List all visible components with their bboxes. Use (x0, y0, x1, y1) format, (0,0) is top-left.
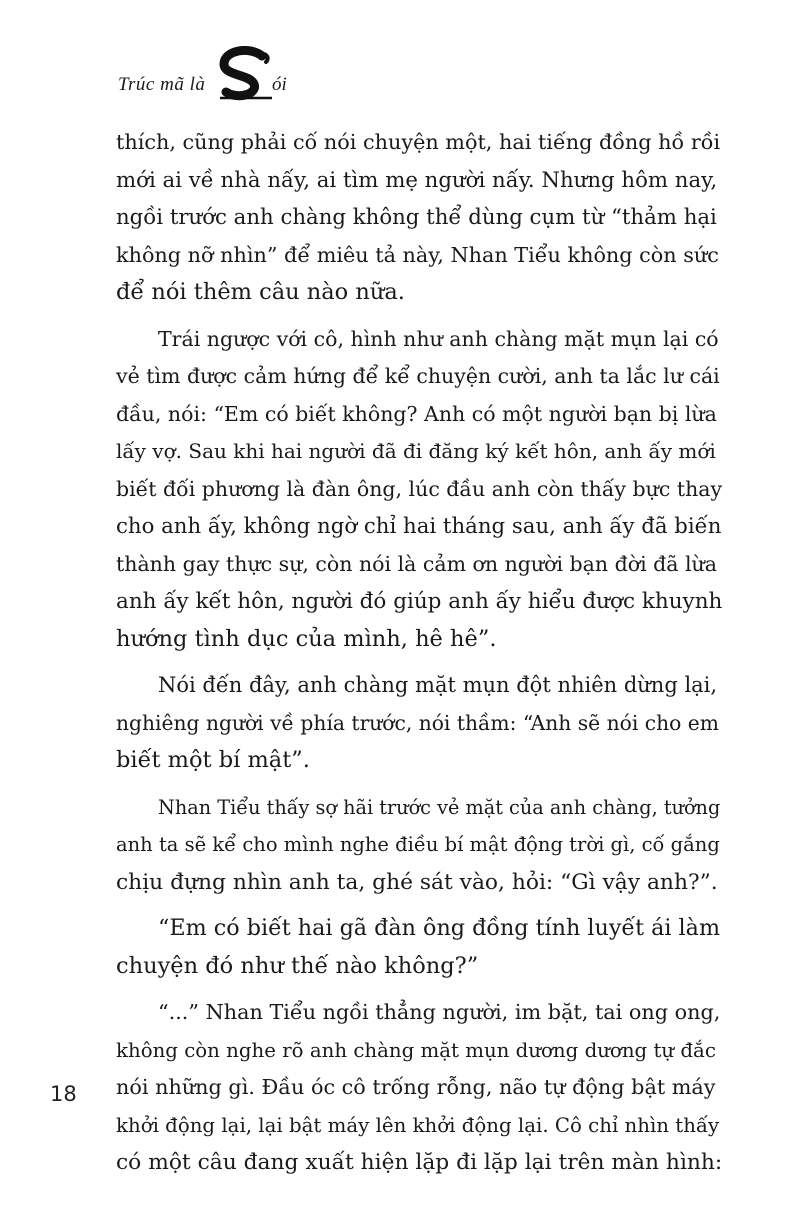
text-line: vẻ tìm được cảm hứng để kể chuyện cười, anh ta lắc lư cái (116, 364, 720, 388)
text-line: chuyện đó như thế nào không?” (116, 952, 479, 979)
page-number: 18 (50, 1082, 77, 1106)
paragraph (116, 910, 722, 985)
text-line: khởi động lại, lại bật máy lên khởi động lại. Cô chỉ nhìn thấy (116, 1113, 720, 1137)
text-line: cho anh ấy, không ngờ chỉ hai tháng sau, anh ấy đã biến (116, 514, 722, 539)
text-line: ngồi trước anh chàng không thể dùng cụm từ “thảm hại (116, 205, 717, 230)
text-line: đầu, nói: “Em có biết không? Anh có một người bạn bị lừa (116, 401, 717, 426)
text-line: có một câu đang xuất hiện lặp đi lặp lại trên màn hình: (116, 1150, 723, 1175)
text-line: “Em có biết hai gã đàn ông đồng tính luyết ái làm (158, 915, 721, 941)
paragraph (116, 667, 722, 780)
text-line: “...” Nhan Tiểu ngồi thẳng người, im bặt, tai ong ong, (158, 1000, 721, 1024)
paragraph (116, 994, 722, 1182)
wolf-letter-s-emblem-icon (210, 46, 280, 104)
text-line: nghiêng người về phía trước, nói thầm: “Anh sẽ nói cho em (116, 710, 719, 735)
text-line: thích, cũng phải cố nói chuyện một, hai tiếng đồng hồ rồi (116, 130, 721, 154)
paragraph (116, 321, 722, 659)
text-line: mới ai về nhà nấy, ai tìm mẹ người nấy. Nhưng hôm nay, (116, 167, 718, 193)
text-line: biết đối phương là đàn ông, lúc đầu anh còn thấy bực thay (116, 476, 723, 501)
text-line: anh ta sẽ kể cho mình nghe điều bí mật động trời gì, cố gắng (116, 833, 720, 856)
running-header (112, 46, 332, 106)
text-line: lấy vợ. Sau khi hai người đã đi đăng ký kết hôn, anh ấy mới (116, 439, 716, 463)
text-line: không còn nghe rõ anh chàng mặt mụn dương dương tự đắc (116, 1038, 716, 1062)
text-line: Nói đến đây, anh chàng mặt mụn đột nhiên dừng lại, (158, 673, 718, 697)
paragraph (116, 124, 722, 312)
body-text (116, 124, 722, 1191)
text-line: nói những gì. Đầu óc cô trống rỗng, não tự động bật máy (116, 1075, 716, 1099)
text-line: chịu đựng nhìn anh ta, ghé sát vào, hỏi: “Gì vậy anh?”. (116, 869, 718, 895)
text-line: không nỡ nhìn” để miêu tả này, Nhan Tiểu không còn sức (116, 242, 719, 267)
text-line: biết một bí mật”. (116, 747, 310, 773)
text-line: Trái ngược với cô, hình như anh chàng mặt mụn lại có (158, 326, 719, 351)
text-line: Nhan Tiểu thấy sợ hãi trước vẻ mặt của anh chàng, tưởng (158, 795, 721, 819)
text-line: anh ấy kết hôn, người đó giúp anh ấy hiểu được khuynh (116, 589, 723, 614)
text-line: hướng tình dục của mình, hê hê”. (116, 625, 497, 652)
header-title-left: Trúc mã là (118, 74, 206, 95)
text-line: để nói thêm câu nào nữa. (116, 279, 405, 305)
header-title-right: ói (272, 74, 287, 95)
paragraph (116, 789, 722, 902)
text-line: thành gay thực sự, còn nói là cảm ơn người bạn đời đã lừa (116, 551, 717, 576)
